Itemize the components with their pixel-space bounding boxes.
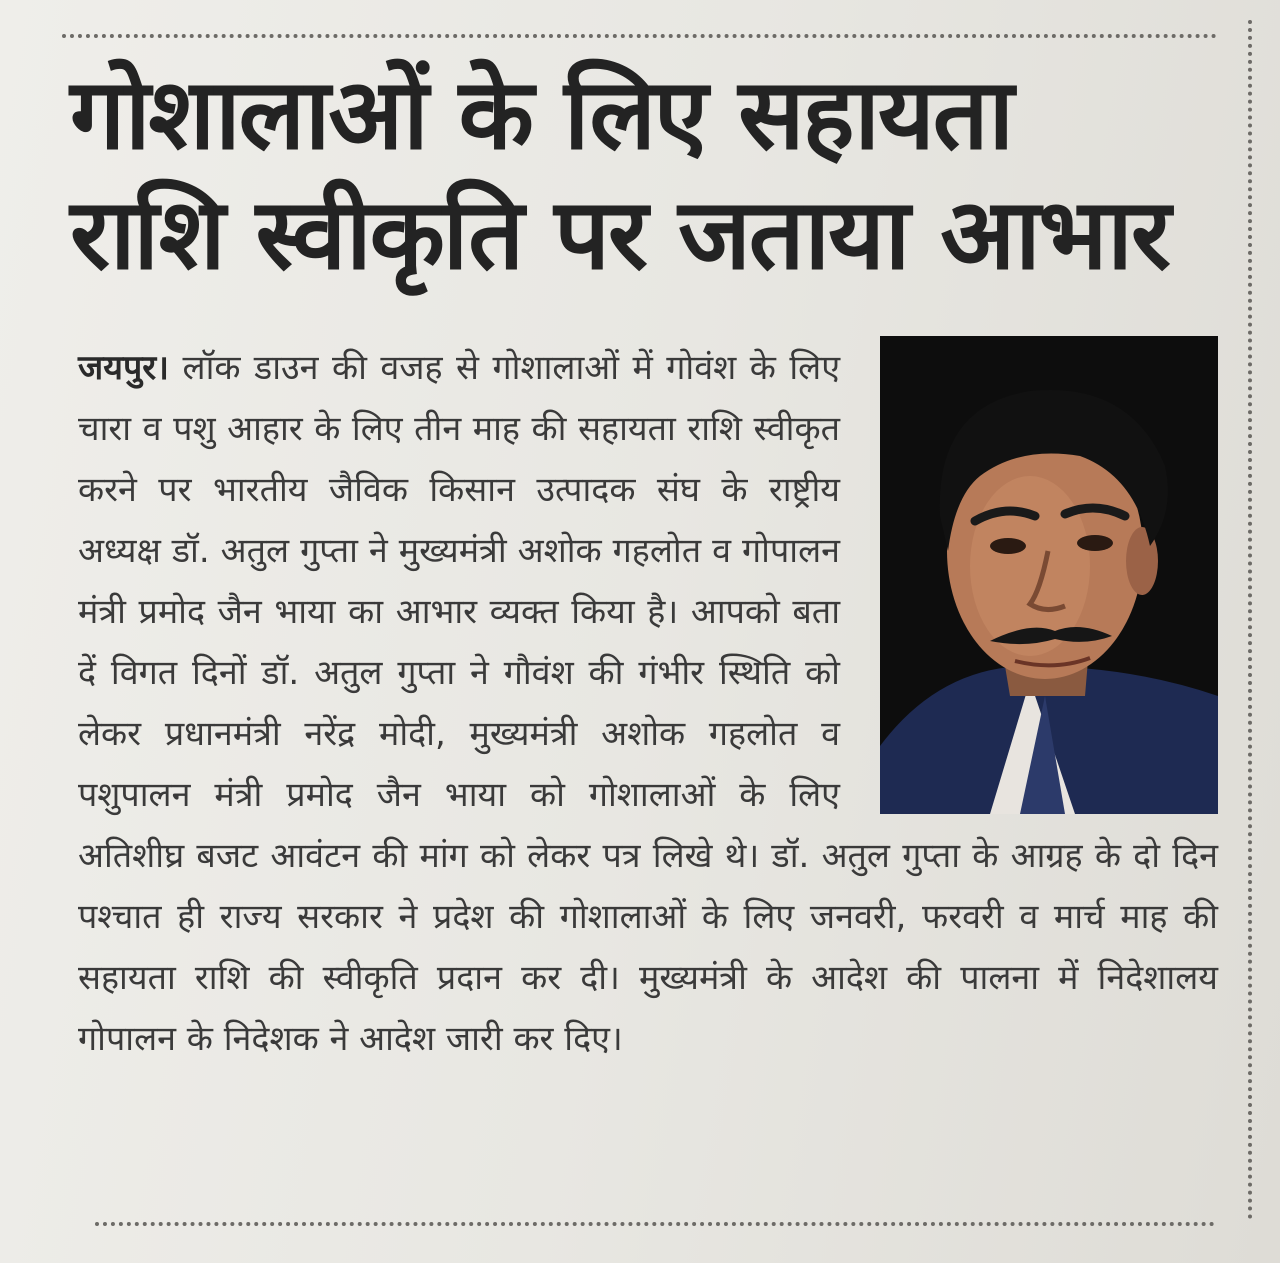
article-body-text: लॉक डाउन की वजह से गोशालाओं में गोवंश के लिए चारा व पशु आहार के लिए तीन माह की सहायता राशि स्वीकृत करने पर भारतीय जैविक किसान उत्पादक संघ के राष्ट्रीय अध्यक्ष डॉ. अतुल गुप्ता ने मुख्यमंत्री अशोक गहलोत व गोपालन मंत्री प्रमोद जैन भाया का आभार व्यक्त किया है। आपको बता दें विगत दिनों डॉ. अतुल गुप्ता ने गौवंश की गंभीर स्थिति को लेकर प्रधानमंत्री नरेंद्र मोदी, मुख्यमंत्री अशोक गहलोत व पशुपालन मंत्री प्रमोद जैन भाया को गोशालाओं के लिए अतिशीघ्र बजट आवंटन की मांग को लेकर पत्र लिखे थे। डॉ. अतुल गुप्ता के आग्रह के दो दिन पश्चात ही राज्य सरकार ने प्रदेश की गोशालाओं के लिए जनवरी, फरवरी व मार्च माह की सहायता राशि की स्वीकृति प्रदान कर दी। मुख्यमंत्री के आदेश की पालना में निदेशालय गोपालन के निदेशक ने आदेश जारी कर दिए। bbox=[78, 348, 1218, 1059]
top-dotted-rule bbox=[62, 34, 1217, 38]
portrait-illustration bbox=[880, 336, 1218, 814]
side-dotted-rule bbox=[1248, 20, 1252, 1220]
bottom-dotted-rule bbox=[95, 1222, 1215, 1226]
article-body bbox=[78, 338, 1218, 1070]
article-dateline: जयपुर। bbox=[78, 348, 170, 388]
article-headline: गोशालाओं के लिए सहायता राशि स्वीकृति पर जताया आभार bbox=[70, 58, 1169, 292]
portrait-photo bbox=[880, 336, 1218, 814]
